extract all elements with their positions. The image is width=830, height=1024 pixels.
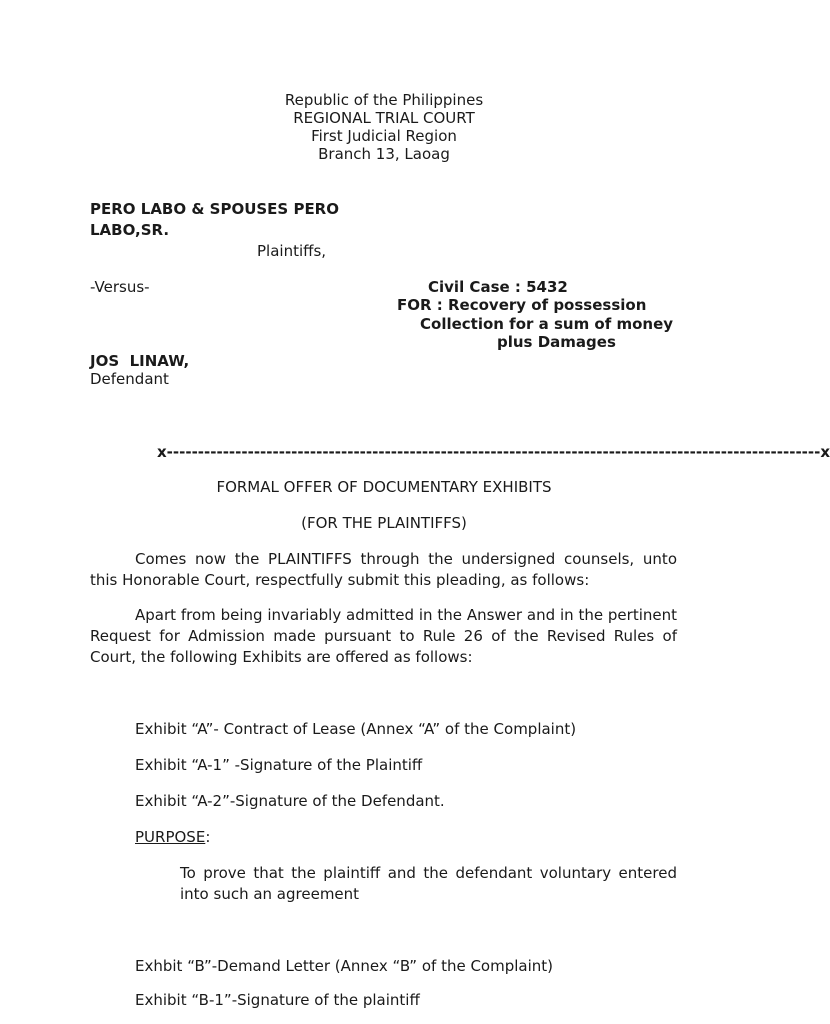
exhibit-b-1: Exhibit “B-1”-Signature of the plaintiff [135, 991, 420, 1009]
exhibit-a-1: Exhibit “A-1” -Signature of the Plaintiff [135, 756, 423, 774]
court-header-branch: Branch 13, Laoag [318, 145, 450, 163]
defendant-name: JOS LINAW, [90, 352, 190, 370]
purpose-colon: : [205, 828, 211, 846]
plaintiffs-name-line1: PERO LABO & SPOUSES PERO [90, 200, 339, 218]
document-subtitle: (FOR THE PLAINTIFFS) [301, 514, 467, 532]
document-title: FORMAL OFFER OF DOCUMENTARY EXHIBITS [216, 478, 552, 496]
defendant-label: Defendant [90, 370, 169, 388]
paragraph-intro: Comes now the PLAINTIFFS through the undersigned counsels, unto this Honorable Court, respectfully submit this pleading, as follows: [90, 550, 677, 589]
case-collection-line: Collection for a sum of money [420, 315, 674, 333]
versus-label: -Versus- [90, 278, 150, 296]
plaintiffs-label: Plaintiffs, [257, 242, 327, 260]
paragraph-offer: Apart from being invariably admitted in the Answer and in the pertinent Request for Admission made pursuant to Rule 26 of the Revised Rules of Court, the following Exhibits are offered as follows: [90, 606, 677, 666]
exhibit-a-2: Exhibit “A-2”-Signature of the Defendant. [135, 792, 445, 810]
caption-separator: x---------------------------------------------------------------------------------------------------------x [157, 443, 830, 461]
exhibit-a: Exhibit “A”- Contract of Lease (Annex “A” of the Complaint) [135, 720, 577, 738]
plaintiffs-name-line2: LABO,SR. [90, 221, 170, 239]
court-header [0, 91, 768, 163]
court-header-republic: Republic of the Philippines [284, 91, 484, 109]
case-damages-line: plus Damages [497, 333, 616, 351]
case-number: Civil Case : 5432 [428, 278, 568, 296]
exhibit-b: Exhbit “B”-Demand Letter (Annex “B” of the Complaint) [135, 957, 554, 975]
purpose-text: To prove that the plaintiff and the defendant voluntary entered into such an agreement [180, 864, 677, 903]
case-for-line: FOR : Recovery of possession [397, 296, 647, 314]
court-header-court: REGIONAL TRIAL COURT [293, 109, 475, 127]
court-header-region: First Judicial Region [311, 127, 457, 145]
purpose-heading [135, 828, 210, 846]
purpose-label: PURPOSE [135, 828, 206, 846]
